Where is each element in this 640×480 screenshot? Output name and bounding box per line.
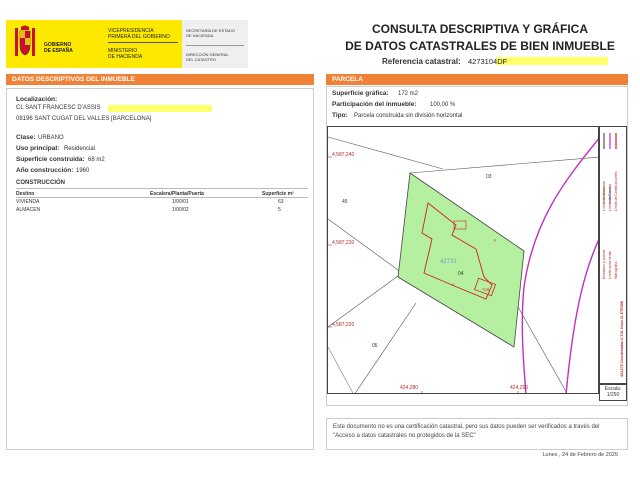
uso-label: Uso principal: [16,145,60,152]
parcel-polygon[interactable] [398,173,524,347]
y-coord-label: 4,587,240 [332,152,355,158]
construccion-rule-top [16,188,308,189]
subparcel-label: 04 [458,271,464,277]
page-title-line2: DE DATOS CATASTRALES DE BIEN INMUEBLE [345,39,615,53]
col-superficie: Superficie m² [262,191,294,197]
section-bar-parcela: PARCELA [326,74,628,85]
localizacion-label: Localización: [16,96,58,103]
row-escalera: 1/00/02 [172,207,189,213]
boundary-line [328,347,354,394]
vicepresidencia-text: VICEPRESIDENCIA PRIMERA DEL GOBIERNO [108,28,170,40]
construccion-rule-header [16,197,308,198]
header-divider [108,42,178,43]
gobierno-de-espana-text: GOBIERNO DE ESPAÑA [44,42,73,54]
sup-grafica-label: Superficie gráfica: [332,90,389,97]
ref-catastral-label: Referencia catastral: [382,57,461,66]
participacion-label: Participación del inmueble: [332,101,417,108]
row-superficie: 63 [278,199,284,205]
secretaria-text: SECRETARÍA DE ESTADO DE HACIENDA [186,28,235,38]
construccion-title: CONSTRUCCIÓN [16,180,65,186]
coat-of-arms-icon [12,25,38,61]
ministerio-text: MINISTERIO DE HACIENDA [108,48,143,60]
legend-item: Límite de Construcciones [614,171,618,211]
row-escalera: 1/00/01 [172,199,189,205]
boundary-line [328,219,402,273]
tipo-label: Tipo: [332,112,348,119]
porch-tag: P [494,239,497,243]
address-redaction-highlight [108,105,212,112]
clase-label: Clase: [16,134,36,141]
legend-footer: 424,275 Coordenadas U.T.M. Huso 31 ETRS89 [620,301,624,377]
scale-label: Escala: [604,386,622,392]
address-line2: 08196 SANT CUGAT DEL VALLES [BARCELONA] [16,116,152,122]
datos-panel [6,88,314,450]
row-destino: VIVIENDA [16,199,40,205]
legend-item: Límite de Parcela [608,183,612,211]
annex-tag: TOR [482,288,490,292]
boundary-line [410,157,599,173]
parcel-number-label: 45 [342,199,348,205]
ref-redaction-highlight [496,57,608,65]
disclaimer-note: Este documento no es una certificación catastral, pero sus datos pueden ser verificados a través del "Acceso a datos catastrales no protegidos de la SEC" [326,418,628,450]
header-divider-2 [186,45,244,46]
road-edge-line [566,237,599,394]
tipo-value: Parcela construida sin división horizontal [354,112,463,119]
legend-item: Hidrografía [614,261,618,279]
sup-grafica-value: 172 m2 [398,90,419,97]
section-bar-datos: DATOS DESCRIPTIVOS DEL INMUEBLE [6,74,314,85]
x-coord-label: 424,280 [400,385,419,391]
anio-value: 1960 [76,167,90,174]
ref-catastral-value: 4273104DF [468,57,508,66]
direccion-general-text: DIRECCIÓN GENERAL DEL CATASTRO [186,52,229,62]
road-edge-line [522,137,599,394]
col-escalera: Escalera/Planta/Puerta [150,191,204,197]
map-legend [599,126,627,384]
parcel-number-label: 03 [486,174,492,180]
parcel-map-svg [328,127,599,394]
superficie-value: 68 m2 [88,156,105,163]
parcel-number-label: 05 [372,343,378,349]
building-tag: V [452,283,455,287]
col-destino: Destino [16,191,35,197]
address-line1: CL SANT FRANCESC D'ASSIS [16,105,101,111]
legend-item: Límite de Manzana [602,181,606,211]
participacion-value: 100,00 % [430,101,456,108]
y-coord-label: 4,587,220 [332,322,355,328]
x-coord-label: 424,290 [510,385,529,391]
legend-item: Mobiliario y aceras [602,249,606,279]
legend-item: Límite zona verde [608,251,612,279]
row-superficie: 5 [278,207,281,213]
parcel-map[interactable] [327,126,599,394]
row-destino: ALMACEN [16,207,41,213]
scale-box [599,384,627,401]
uso-value: Residencial [64,145,96,152]
boundary-line [354,303,419,394]
scale-value: 1/250 [606,392,620,398]
superficie-label: Superficie construida: [16,156,85,163]
y-coord-label: 4,587,230 [332,240,355,246]
anio-label: Año construcción: [16,167,74,174]
parcel-id-label: 42731 [440,259,457,265]
boundary-line [328,273,402,327]
clase-value: URBANO [38,134,64,141]
document-date: Lunes , 24 de Febrero de 2025 [542,452,618,458]
page-title-line1: CONSULTA DESCRIPTIVA Y GRÁFICA [371,22,588,36]
